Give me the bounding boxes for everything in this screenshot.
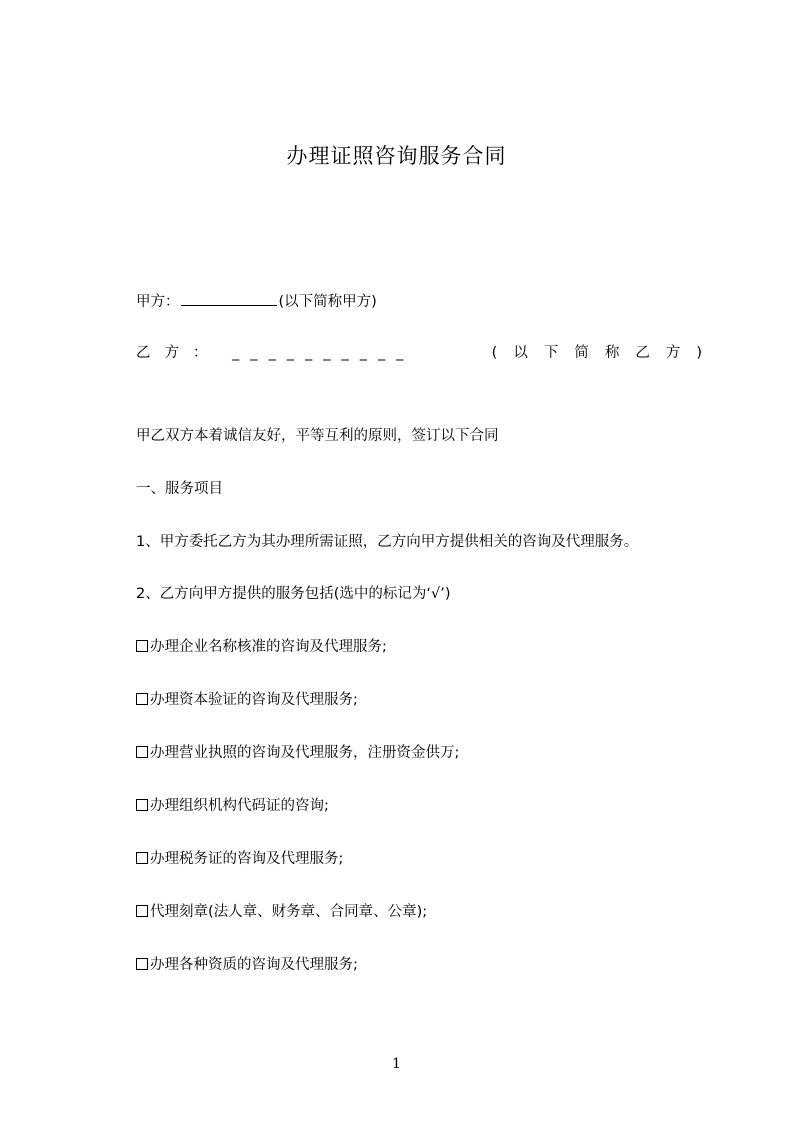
- page-number: 1: [392, 1056, 401, 1072]
- party-b-suffix: [492, 342, 702, 364]
- party-b-suffix-body: (以下简称乙方: [491, 345, 697, 361]
- option-organization-code: [136, 796, 329, 816]
- document-title: 办理证照咨询服务合同: [286, 144, 507, 168]
- checkbox-icon[interactable]: [136, 852, 148, 864]
- option-name-approval: [136, 637, 387, 657]
- party-a-label: 甲方：: [136, 294, 180, 310]
- option-qualifications: [136, 955, 358, 975]
- party-a-line: [136, 291, 377, 312]
- checkbox-icon[interactable]: [136, 693, 148, 705]
- option-label: 办理营业执照的咨询及代理服务，注册资金供万;: [150, 745, 460, 761]
- section-heading-services: 一、服务项目: [136, 481, 223, 497]
- clause-2: 2、乙方向甲方提供的服务包括(选中的标记为‘√’): [136, 586, 451, 602]
- option-tax-certificate: [136, 849, 343, 869]
- party-a-suffix: (以下简称甲方): [278, 294, 377, 310]
- party-b-suffix-end: ): [696, 345, 702, 361]
- option-label: 办理各种资质的咨询及代理服务;: [150, 957, 358, 973]
- option-business-license: [136, 743, 459, 763]
- intro-paragraph: 甲乙双方本着诚信友好，平等互利的原则，签订以下合同: [136, 428, 499, 444]
- checkbox-icon[interactable]: [136, 905, 148, 917]
- checkbox-icon[interactable]: [136, 958, 148, 970]
- option-label: 代理刻章(法人章、财务章、合同章、公章);: [150, 904, 428, 920]
- option-label: 办理企业名称核准的咨询及代理服务;: [150, 639, 387, 655]
- party-b-label: 乙方：: [136, 345, 222, 361]
- clause-1: 1、甲方委托乙方为其办理所需证照，乙方向甲方提供相关的咨询及代理服务。: [136, 534, 639, 550]
- checkbox-icon[interactable]: [136, 799, 148, 811]
- party-b-line: [136, 342, 702, 364]
- option-label: 办理组织机构代码证的咨询;: [150, 798, 329, 814]
- option-label: 办理资本验证的咨询及代理服务;: [150, 692, 358, 708]
- checkbox-icon[interactable]: [136, 640, 148, 652]
- checkbox-icon[interactable]: [136, 746, 148, 758]
- option-seal-carving: [136, 902, 427, 922]
- option-label: 办理税务证的咨询及代理服务;: [150, 851, 344, 867]
- option-capital-verification: [136, 690, 358, 710]
- party-a-blank[interactable]: [181, 291, 277, 306]
- party-b-blank[interactable]: __________: [232, 345, 415, 361]
